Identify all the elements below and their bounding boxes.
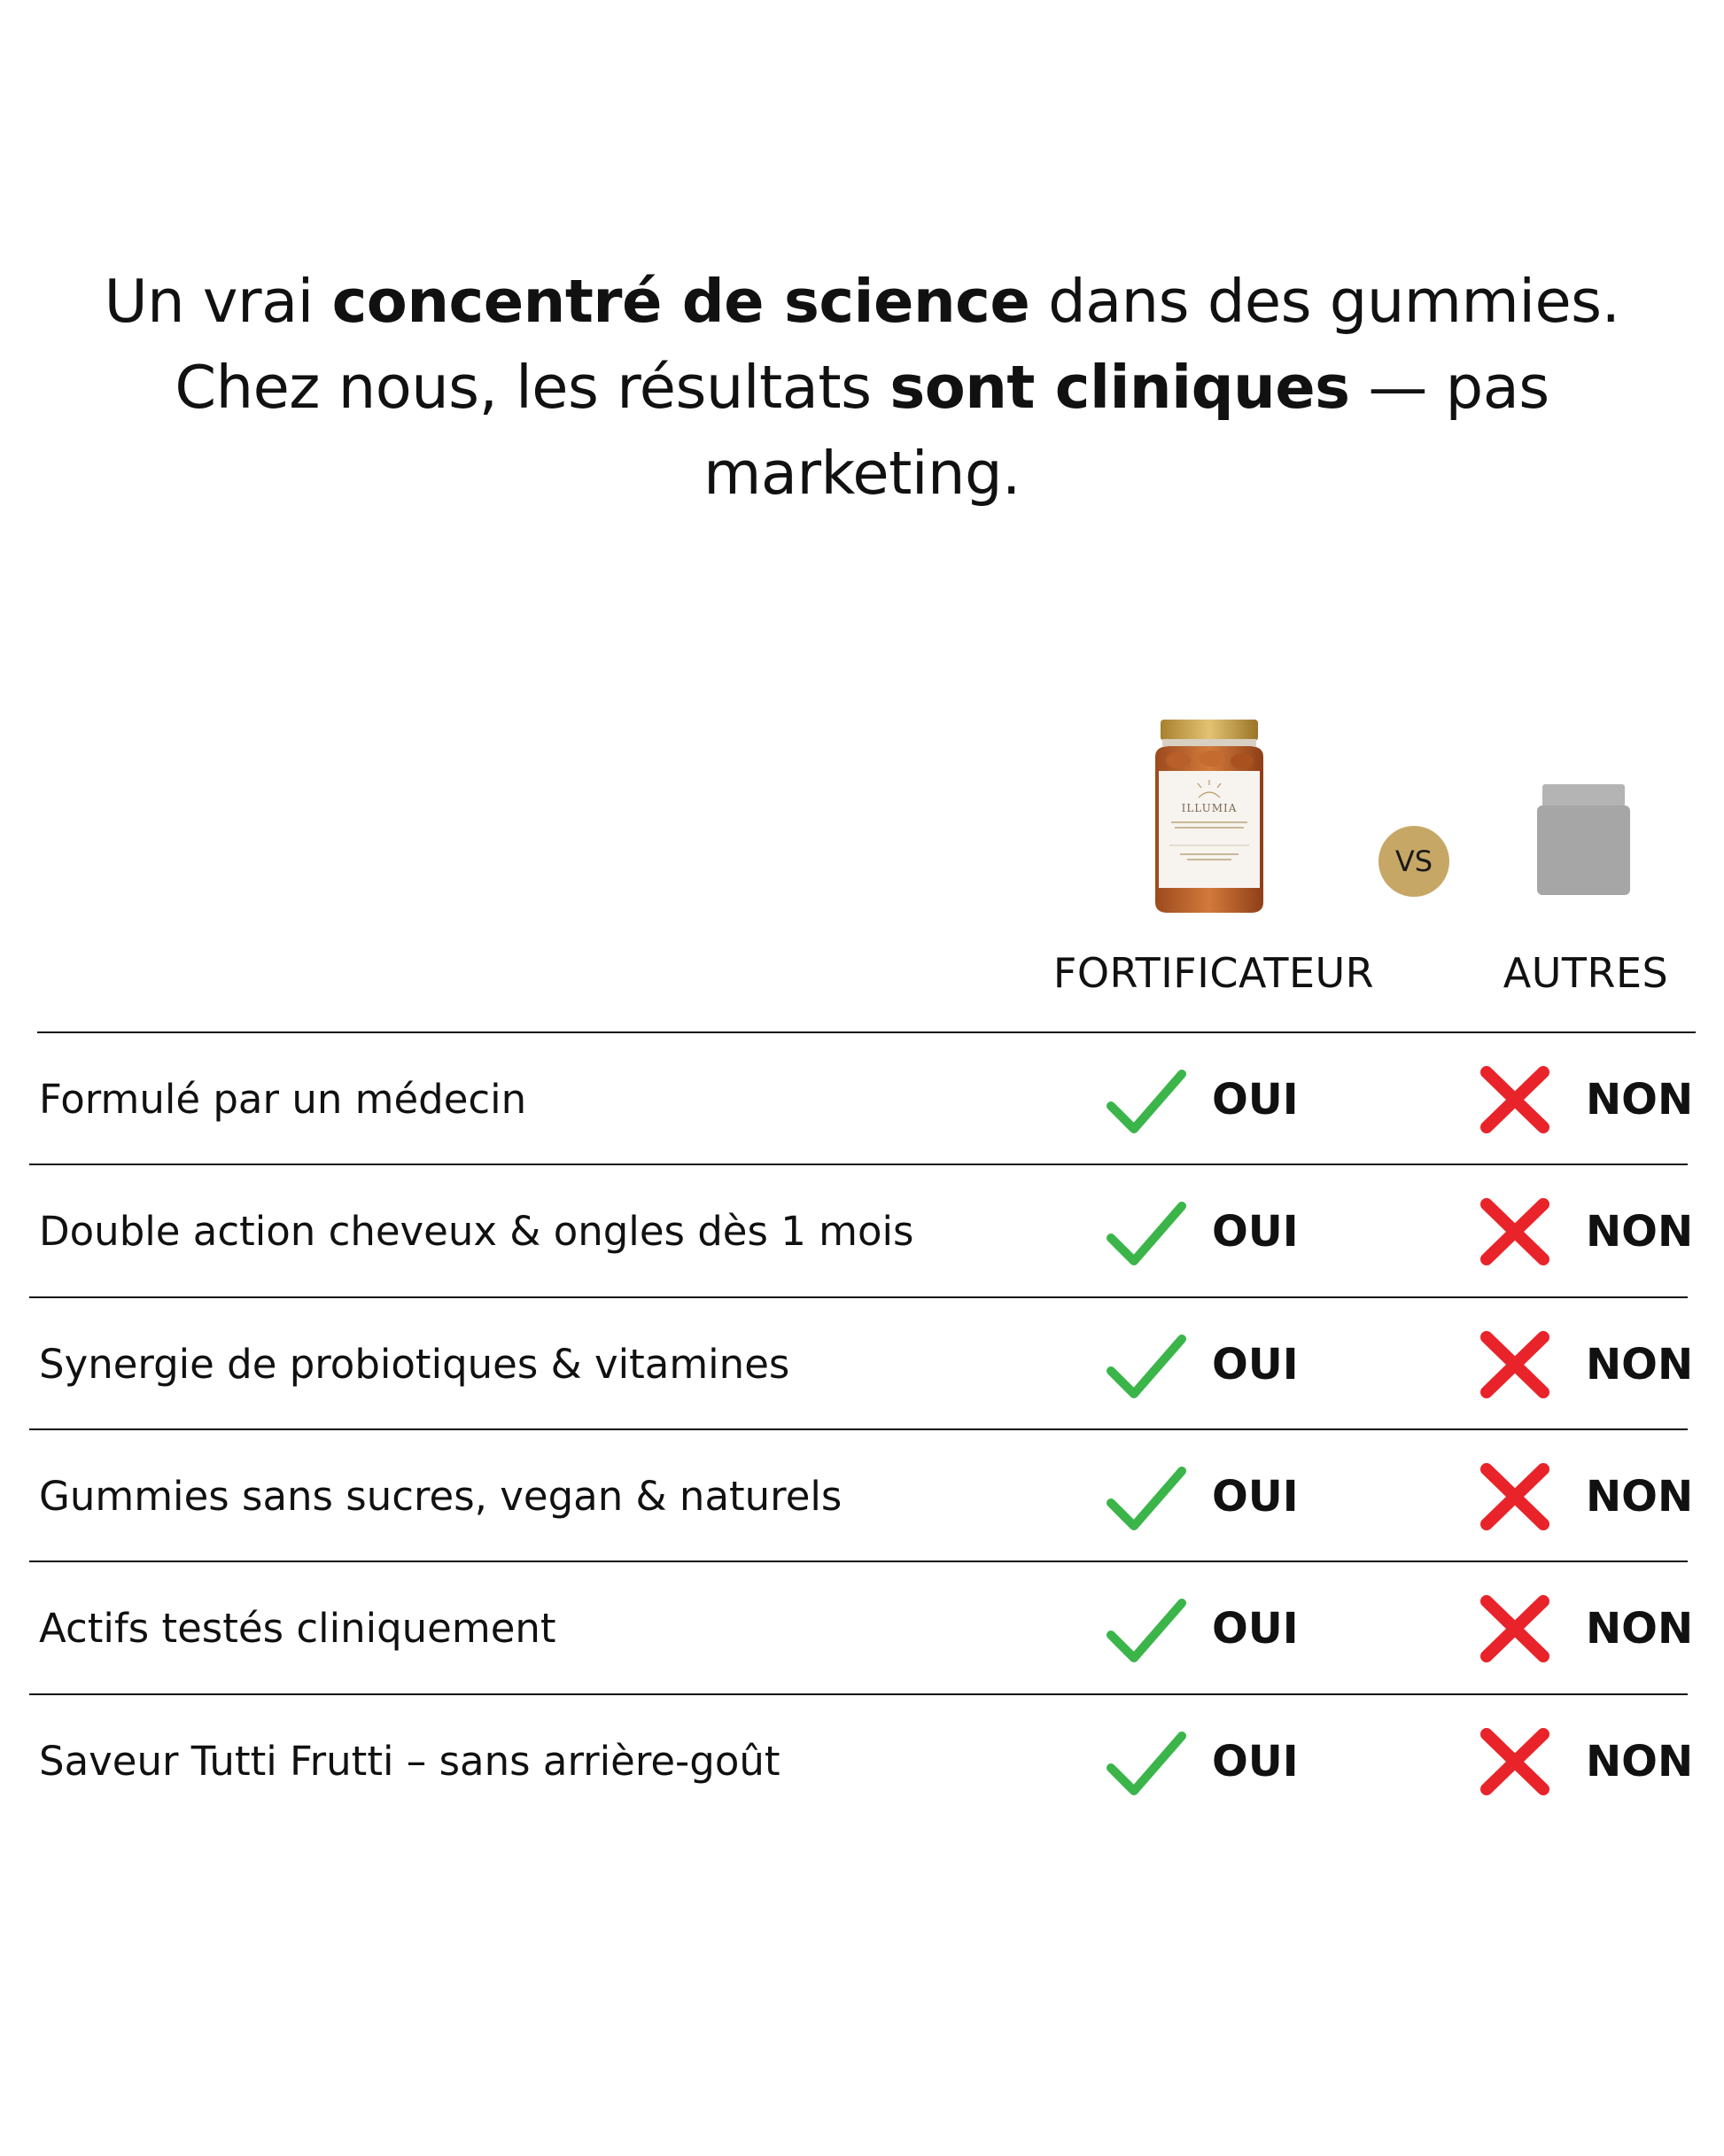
check-icon [1106, 1464, 1187, 1535]
row-label: Double action cheveux & ongles dès 1 mois [39, 1208, 914, 1255]
cross-icon [1479, 1727, 1550, 1796]
vs-badge: VS [1378, 826, 1449, 897]
table-row [0, 1165, 1724, 1298]
row-label: Saveur Tutti Frutti – sans arrière-goût [39, 1738, 780, 1785]
cross-icon [1479, 1594, 1550, 1663]
value-ours: OUI [1212, 1340, 1299, 1389]
table-row [0, 1033, 1724, 1166]
headline-line-2: Chez nous, les résultats sont cliniques — pas [175, 353, 1549, 422]
headline-line-1: Un vrai concentré de science dans des gummies. [104, 267, 1620, 336]
product-jar-image [1143, 720, 1276, 916]
table-row [0, 1298, 1724, 1431]
row-label: Formulé par un médecin [39, 1076, 527, 1123]
brand-label: ILLUMIA [1181, 802, 1238, 814]
row-label: Actifs testés cliniquement [39, 1605, 556, 1652]
value-others: NON [1586, 1472, 1694, 1522]
row-label: Synergie de probiotiques & vitamines [39, 1341, 790, 1388]
headline [53, 259, 1671, 517]
cross-icon [1479, 1197, 1550, 1266]
cross-icon [1479, 1330, 1550, 1399]
check-icon [1106, 1332, 1187, 1403]
cross-icon [1479, 1065, 1550, 1134]
table-row [0, 1430, 1724, 1563]
value-ours: OUI [1212, 1604, 1299, 1654]
value-ours: OUI [1212, 1075, 1299, 1125]
table-row [0, 1695, 1724, 1828]
table-row [0, 1562, 1724, 1695]
value-others: NON [1586, 1737, 1694, 1786]
column-header-others: AUTRES [1503, 949, 1669, 997]
value-others: NON [1586, 1207, 1694, 1257]
headline-line-3: marketing. [703, 439, 1021, 508]
column-header-ours: FORTIFICATEUR [1052, 949, 1375, 997]
row-label: Gummies sans sucres, vegan & naturels [39, 1473, 843, 1520]
cross-icon [1479, 1462, 1550, 1531]
value-others: NON [1586, 1075, 1694, 1125]
check-icon [1106, 1596, 1187, 1667]
check-icon [1106, 1067, 1187, 1138]
check-icon [1106, 1199, 1187, 1270]
value-ours: OUI [1212, 1207, 1299, 1257]
value-ours: OUI [1212, 1737, 1299, 1786]
generic-jar-icon [1537, 784, 1630, 895]
check-icon [1106, 1729, 1187, 1800]
value-others: NON [1586, 1604, 1694, 1654]
value-others: NON [1586, 1340, 1694, 1389]
value-ours: OUI [1212, 1472, 1299, 1522]
